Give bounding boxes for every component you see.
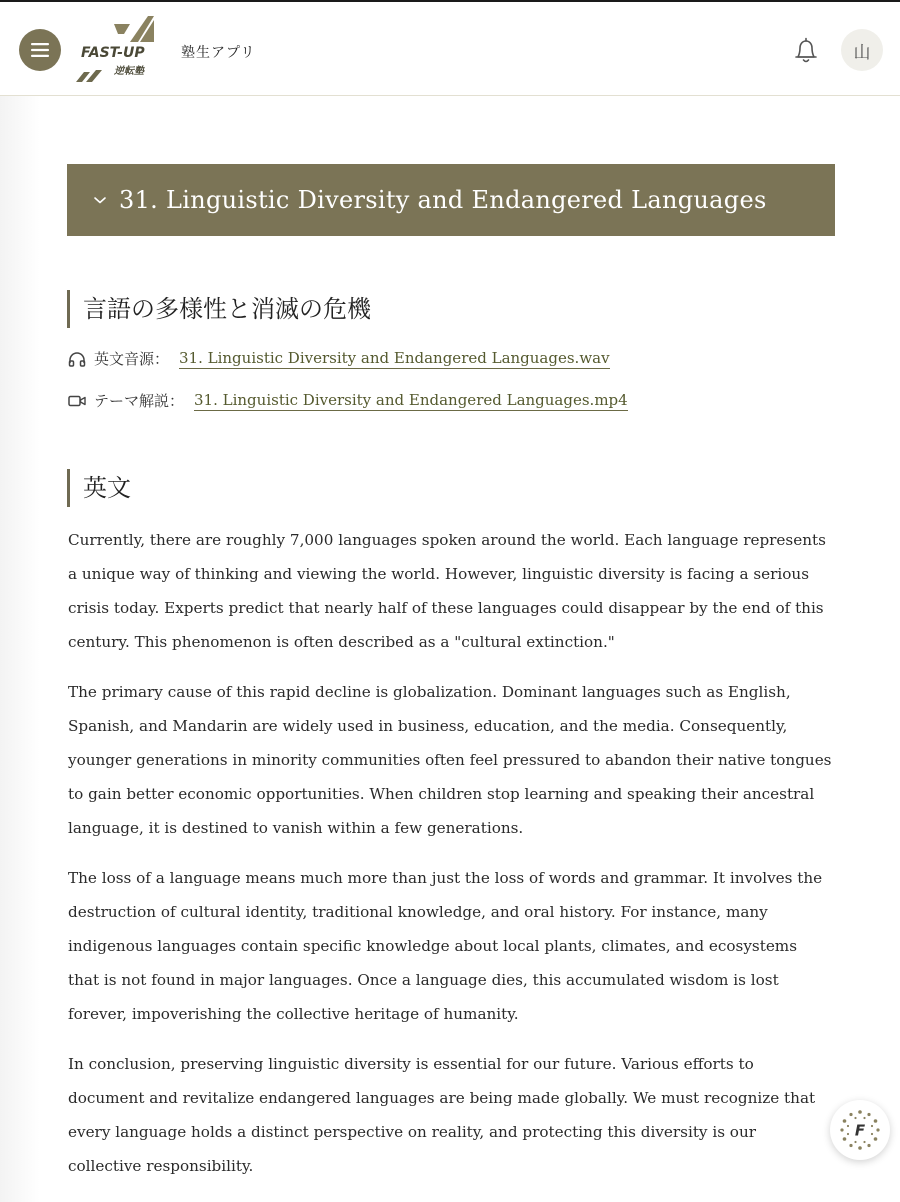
avatar-initial: 山 xyxy=(853,42,871,63)
app-header xyxy=(0,2,900,96)
user-avatar[interactable] xyxy=(841,29,883,71)
logo-wordmark: FAST-UP xyxy=(81,45,145,61)
logo-subtitle: 逆転塾 xyxy=(114,66,144,77)
video-camera-icon xyxy=(68,393,86,409)
svg-text:FAST-UP xyxy=(81,45,145,61)
audio-link-row xyxy=(68,348,610,369)
app-title: 塾生アプリ xyxy=(181,45,256,61)
video-file-link[interactable]: 31. Linguistic Diversity and Endangered Languages.mp4 xyxy=(194,390,628,409)
english-text-heading: 英文 xyxy=(67,469,131,507)
lesson-title-jp: 言語の多様性と消滅の危機 xyxy=(67,290,371,328)
chevron-down-icon xyxy=(93,195,107,205)
passage-paragraph: Currently, there are roughly 7,000 languages spoken around the world. Each language represents a unique way of thinking and viewing the world. However, linguistic diversity is facing a serious crisis today. Experts predict that nearly half of these languages could disappear by the end of this century. This phenomenon is often described as a "cultural extinction." xyxy=(68,531,826,651)
fab-emblem-icon xyxy=(836,1106,884,1154)
accordion-title: 31. Linguistic Diversity and Endangered Languages xyxy=(119,186,767,214)
passage-paragraph: The primary cause of this rapid decline is globalization. Dominant languages such as English, Spanish, and Mandarin are widely used in business, education, and the media. Consequently, younger generations in minority communities often feel pressured to abandon their native tongues to gain better economic opportunities. When children stop learning and speaking their ancestral language, it is destined to vanish within a few generations. xyxy=(68,683,832,837)
fab-letter: F xyxy=(854,1121,866,1140)
floating-action-button[interactable] xyxy=(830,1100,890,1160)
svg-text:逆転塾 xyxy=(114,65,145,77)
passage-paragraph: The loss of a language means much more than just the loss of words and grammar. It involves the destruction of cultural identity, traditional knowledge, and oral history. For instance, many indigenous languages contain specific knowledge about local plants, climates, and ecosystems that is not found in major languages. Once a language dies, this accumulated wisdom is lost forever, impoverishing the collective heritage of humanity. xyxy=(68,869,823,1023)
headphones-icon xyxy=(68,351,86,367)
hamburger-icon xyxy=(31,43,49,57)
fast-up-logo[interactable] xyxy=(74,14,160,86)
video-label: テーマ解説： xyxy=(94,392,185,410)
audio-label: 英文音源： xyxy=(94,350,170,368)
side-gradient xyxy=(0,96,40,1202)
passage-paragraph: In conclusion, preserving linguistic diversity is essential for our future. Various efforts to document and revitalize endangered languages are being made globally. We must recognize that every language holds a distinct perspective on reality, and protecting this diversity is our collective responsibility. xyxy=(68,1055,816,1175)
bell-icon[interactable] xyxy=(792,36,820,66)
audio-file-link[interactable]: 31. Linguistic Diversity and Endangered Languages.wav xyxy=(179,348,610,367)
lesson-accordion-header[interactable] xyxy=(67,164,835,236)
svg-text:F xyxy=(855,1122,866,1140)
menu-button[interactable] xyxy=(19,29,61,71)
video-link-row xyxy=(68,390,628,411)
english-passage xyxy=(68,523,832,1199)
